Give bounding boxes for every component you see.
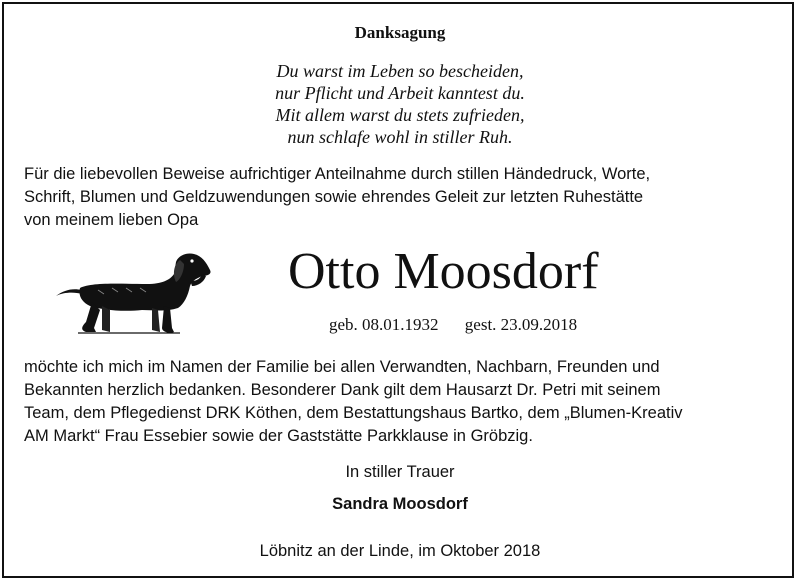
- mourning-phrase: In stiller Trauer: [345, 463, 455, 481]
- intro-line: von meinem lieben Opa: [24, 211, 199, 229]
- life-dates: [329, 315, 577, 335]
- intro-line: Für die liebevollen Beweise aufrichtiger Anteilnahme durch stillen Händedruck, Worte,: [24, 165, 651, 183]
- intro-line: Schrift, Blumen und Geldzuwendungen sowie ehrendes Geleit zur letzten Ruhestätte: [24, 188, 644, 206]
- intro-paragraph: [24, 163, 784, 232]
- thanks-paragraph: [24, 356, 784, 448]
- birth-date: geb. 08.01.1932: [329, 315, 439, 334]
- thanks-line: Team, dem Pflegedienst DRK Köthen, dem Bestattungshaus Bartko, dem „Blumen-Kreativ: [24, 404, 683, 422]
- poem-line: nur Pflicht und Arbeit kanntest du.: [275, 83, 525, 103]
- thanks-line: AM Markt“ Frau Essebier sowie der Gaststätte Parkklause in Gröbzig.: [24, 427, 533, 445]
- thanks-line: Bekannten herzlich bedanken. Besonderer Dank gilt dem Hausarzt Dr. Petri mit seinem: [24, 381, 661, 399]
- dachshund-icon: [52, 250, 212, 340]
- deceased-name: Otto Moosdorf: [288, 243, 599, 300]
- poem-line: nun schlafe wohl in stiller Ruh.: [287, 127, 513, 147]
- poem-line: Du warst im Leben so bescheiden,: [276, 61, 524, 81]
- death-date: gest. 23.09.2018: [464, 315, 578, 334]
- notice-heading: Danksagung: [354, 23, 446, 42]
- poem: [0, 60, 800, 148]
- place-and-date: Löbnitz an der Linde, im Oktober 2018: [259, 542, 541, 560]
- thanks-line: möchte ich mich im Namen der Familie bei allen Verwandten, Nachbarn, Freunden und: [24, 358, 660, 376]
- signature-name: Sandra Moosdorf: [332, 495, 468, 513]
- poem-line: Mit allem warst du stets zufrieden,: [275, 105, 525, 125]
